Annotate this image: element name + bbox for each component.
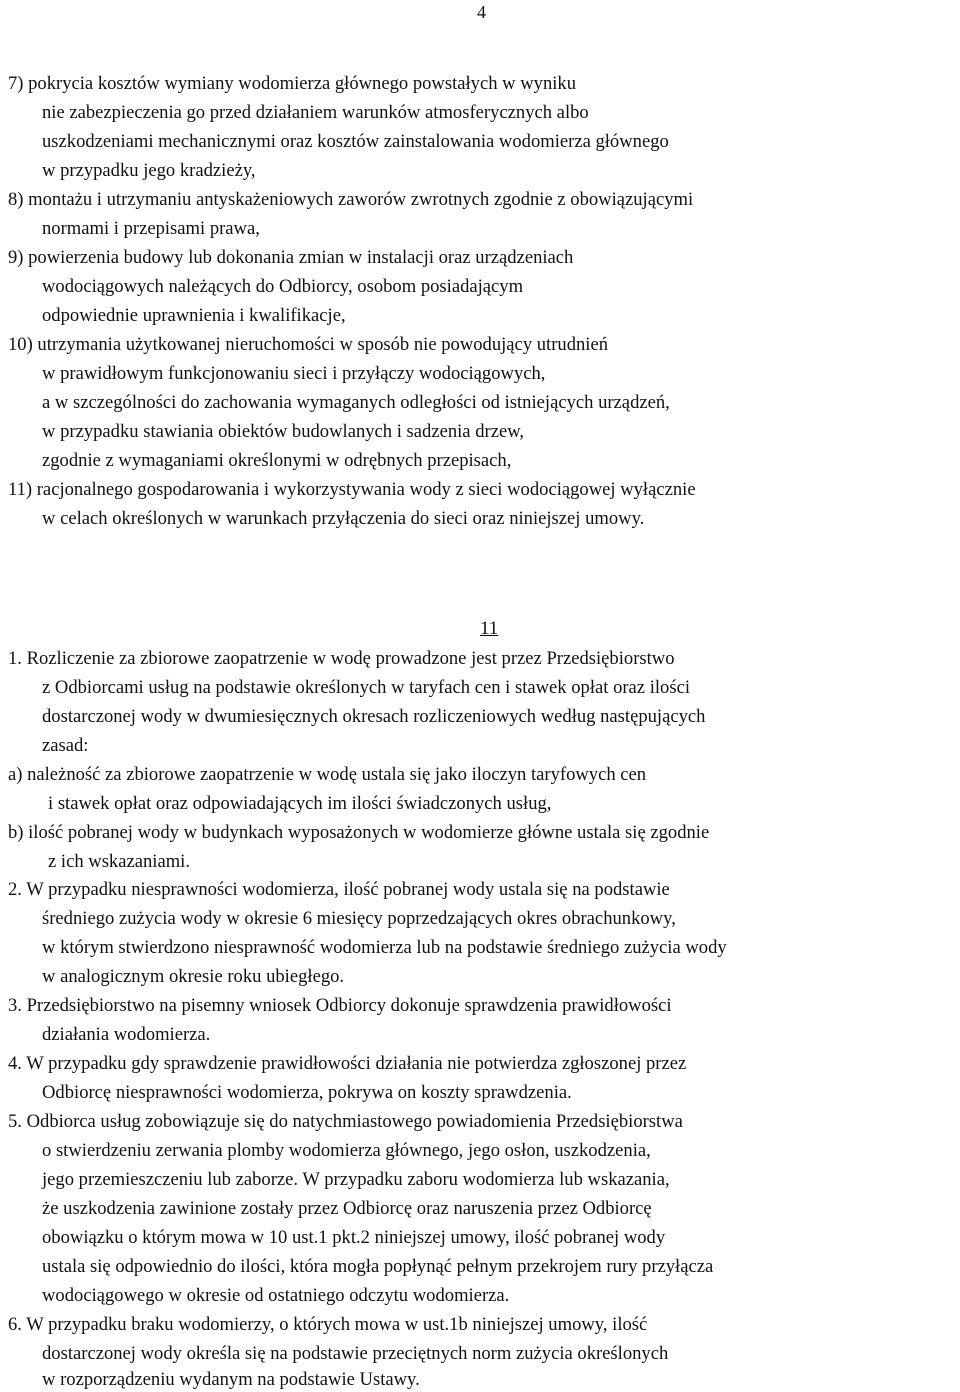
text-line: o stwierdzeniu zerwania plomby wodomierza głównego, jego osłon, uszkodzenia, — [42, 1140, 651, 1161]
text-line: w przypadku stawiania obiektów budowlanych i sadzenia drzew, — [42, 421, 525, 442]
text-line: 6. W przypadku braku wodomierzy, o których mowa w ust.1b niniejszej umowy, ilość — [8, 1314, 648, 1335]
text-line: 4. W przypadku gdy sprawdzenie prawidłowości działania nie potwierdza zgłoszonej przez — [8, 1053, 687, 1074]
text-line: a w szczególności do zachowania wymaganych odległości od istniejących urządzeń, — [42, 392, 670, 413]
text-line: zasad: — [42, 735, 89, 756]
text-line: 3. Przedsiębiorstwo na pisemny wniosek Odbiorcy dokonuje sprawdzenia prawidłowości — [8, 995, 672, 1016]
text-line: w analogicznym okresie roku ubiegłego. — [42, 966, 345, 987]
text-line: ustala się odpowiednio do ilości, która mogła popłynąć pełnym przekrojem rury przyłącza — [42, 1256, 714, 1277]
text-line: Odbiorcę niesprawności wodomierza, pokrywa on koszty sprawdzenia. — [42, 1082, 572, 1103]
text-line: w celach określonych w warunkach przyłączenia do sieci oraz niniejszej umowy. — [42, 508, 645, 529]
text-line: nie zabezpieczenia go przed działaniem warunków atmosferycznych albo — [42, 102, 589, 123]
text-line: w prawidłowym funkcjonowaniu sieci i przyłączy wodociągowych, — [42, 363, 546, 384]
text-line: i stawek opłat oraz odpowiadających im ilości świadczonych usług, — [48, 793, 552, 814]
text-line: b) ilość pobranej wody w budynkach wyposażonych w wodomierze główne ustala się zgodnie — [8, 822, 710, 843]
text-line: 7) pokrycia kosztów wymiany wodomierza głównego powstałych w wyniku — [8, 73, 577, 94]
text-line: a) należność za zbiorowe zaopatrzenie w wodę ustala się jako iloczyn taryfowych cen — [8, 764, 647, 785]
text-line: odpowiednie uprawnienia i kwalifikacje, — [42, 305, 346, 326]
text-line: z Odbiorcami usług na podstawie określonych w taryfach cen i stawek opłat oraz ilości — [42, 677, 690, 698]
text-line: wodociągowych należących do Odbiorcy, osobom posiadającym — [42, 276, 524, 297]
text-line: w rozporządzeniu wydanym na podstawie Ustawy. — [42, 1369, 420, 1390]
text-line: 10) utrzymania użytkowanej nieruchomości w sposób nie powodujący utrudnień — [8, 334, 609, 355]
text-line: dostarczonej wody w dwumiesięcznych okresach rozliczeniowych według następujących — [42, 706, 706, 727]
text-line: wodociągowego w okresie od ostatniego odczytu wodomierza. — [42, 1285, 510, 1306]
text-line: normami i przepisami prawa, — [42, 218, 260, 239]
text-line: obowiązku o którym mowa w 10 ust.1 pkt.2 niniejszej umowy, ilość pobranej wody — [42, 1227, 666, 1248]
text-line: dostarczonej wody określa się na podstawie przeciętnych norm zużycia określonych — [42, 1343, 669, 1364]
text-line: uszkodzeniami mechanicznymi oraz kosztów zainstalowania wodomierza głównego — [42, 131, 669, 152]
text-line: w przypadku jego kradzieży, — [42, 160, 256, 181]
page-number: 4 — [477, 2, 486, 22]
text-line: w którym stwierdzono niesprawność wodomierza lub na podstawie średniego zużycia wody — [42, 937, 727, 958]
text-line: 5. Odbiorca usług zobowiązuje się do natychmiastowego powiadomienia Przedsiębiorstwa — [8, 1111, 683, 1132]
text-line: że uszkodzenia zawinione zostały przez Odbiorcę oraz naruszenia przez Odbiorcę — [42, 1198, 652, 1219]
text-line: 8) montażu i utrzymaniu antyskażeniowych zaworów zwrotnych zgodnie z obowiązującymi — [8, 189, 694, 210]
text-line: 1. Rozliczenie za zbiorowe zaopatrzenie w wodę prowadzone jest przez Przedsiębiorstwo — [8, 648, 675, 669]
text-line: zgodnie z wymaganiami określonymi w odrębnych przepisach, — [42, 450, 512, 471]
text-line: 2. W przypadku niesprawności wodomierza, ilość pobranej wody ustala się na podstawie — [8, 879, 670, 900]
text-line: średniego zużycia wody w okresie 6 miesięcy poprzedzających okres obrachunkowy, — [42, 908, 676, 929]
text-line: 11) racjonalnego gospodarowania i wykorzystywania wody z sieci wodociągowej wyłącznie — [8, 479, 696, 500]
text-line: jego przemieszczeniu lub zaborze. W przypadku zaboru wodomierza lub wskazania, — [42, 1169, 670, 1190]
text-line: z ich wskazaniami. — [48, 851, 190, 872]
section-heading: 11 — [480, 618, 499, 639]
text-line: 9) powierzenia budowy lub dokonania zmian w instalacji oraz urządzeniach — [8, 247, 574, 268]
text-line: działania wodomierza. — [42, 1024, 211, 1045]
